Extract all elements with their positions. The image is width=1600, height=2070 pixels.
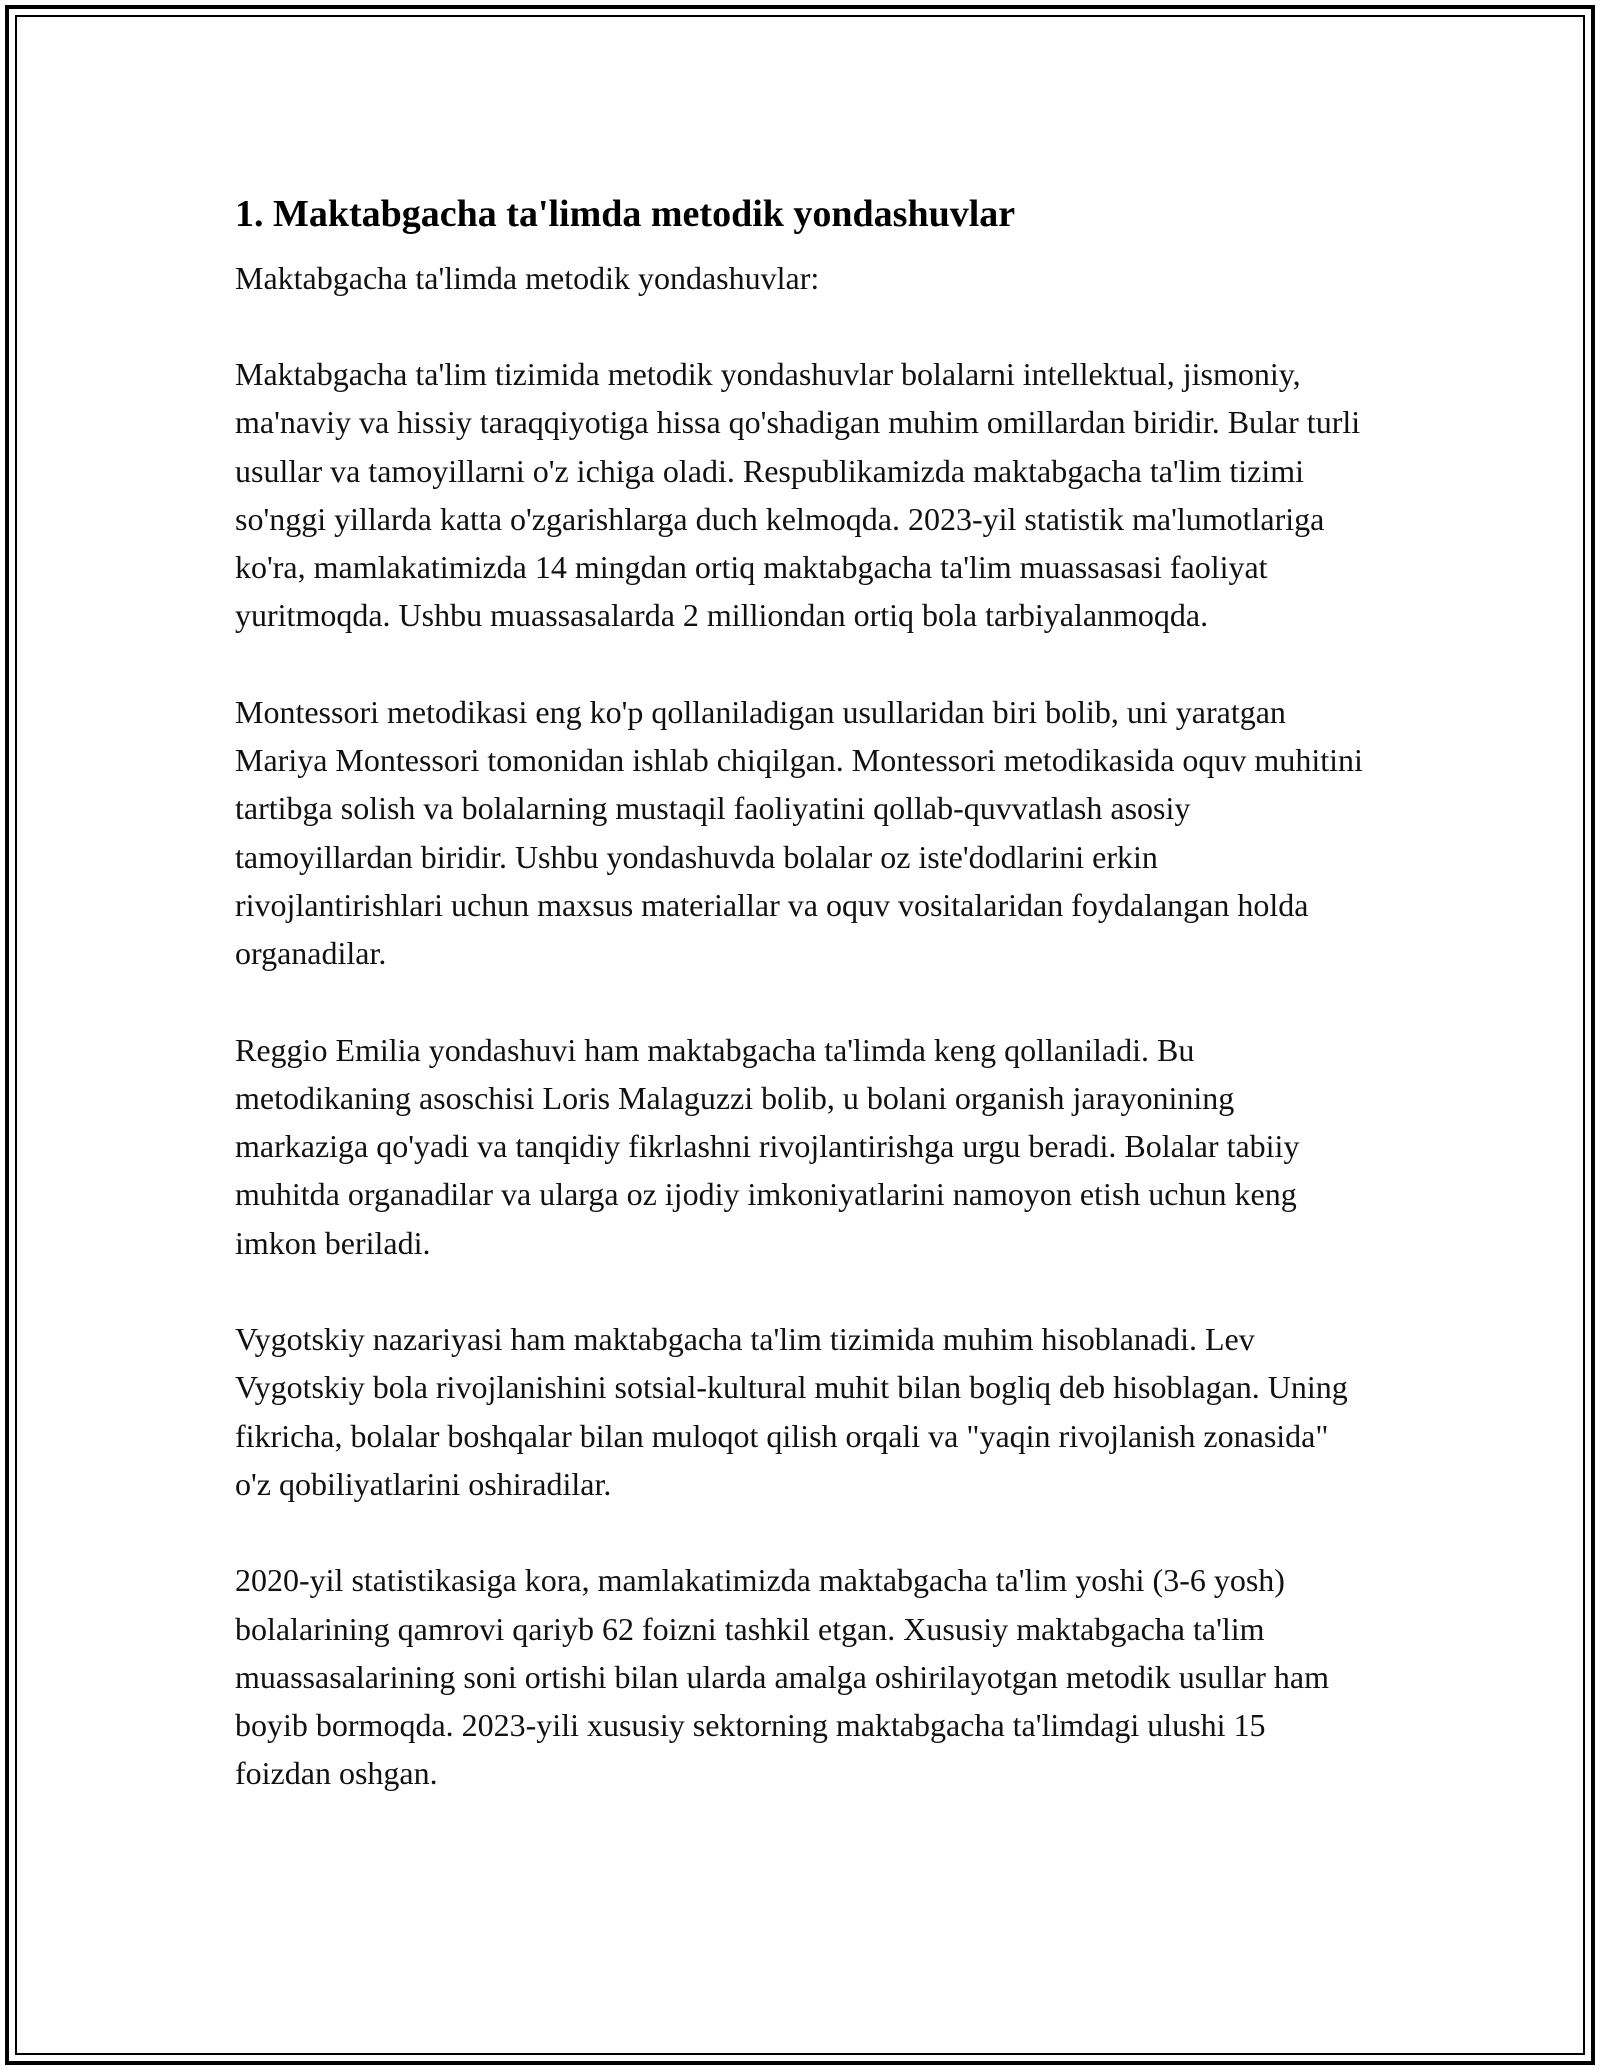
paragraph-reggio-emilia: Reggio Emilia yondashuvi ham maktabgacha ta'limda keng qollaniladi. Bu metodikaning asoschisi Loris Malaguzzi bolib, u bolani organish jarayonining markaziga qo'yadi va tanqidiy fikrlashni rivojlantirishga urgu beradi. Bolalar tabiiy muhitda organadilar va ularga oz ijodiy imkoniyatlarini namoyon etish uchun keng imkon beriladi. (235, 1031, 1300, 1261)
paragraph-overview: Maktabgacha ta'lim tizimida metodik yondashuvlar bolalarni intellektual, jismoniy, ma'naviy va hissiy taraqqiyotiga hissa qo'shadigan muhim omillardan biridir. Bular turli usullar va tamoyillarni o'z ichiga oladi. Respublikamizda maktabgacha ta'lim tizimi so'nggi yillarda katta o'zgarishlarga duch kelmoqda. 2023-yil statistik ma'lumotlariga ko'ra, mamlakatimizda 14 mingdan ortiq maktabgacha ta'lim muassasasi faoliyat yuritmoqda. Ushbu muassasalarda 2 milliondan ortiq bola tarbiyalanmoqda. (235, 356, 1361, 634)
section-heading: 1. Maktabgacha ta'limda metodik yondashuvlar (235, 193, 1016, 235)
paragraph-statistics: 2020-yil statistikasiga kora, mamlakatimizda maktabgacha ta'lim yoshi (3-6 yosh) bolalarining qamrovi qariyb 62 foizni tashkil etgan. Xususiy maktabgacha ta'lim muassasalarining soni ortishi bilan ularda amalga oshirilayotgan metodik usullar ham boyib bormoqda. 2023-yili xususiy sektorning maktabgacha ta'limdagi ulushi 15 foizdan oshgan. (235, 1562, 1329, 1792)
paragraph-montessori: Montessori metodikasi eng ko'p qollaniladigan usullaridan biri bolib, uni yaratgan Mariya Montessori tomonidan ishlab chiqilgan. Montessori metodikasida oquv muhitini tartibga solish va bolalarning mustaqil faoliyatini qollab-quvvatlash asosiy tamoyillardan biridir. Ushbu yondashuvda bolalar oz iste'dodlarini erkin rivojlantirishlari uchun maxsus materiallar va oquv vositalaridan foydalangan holda organadilar. (235, 693, 1363, 972)
paragraph-vygotsky: Vygotskiy nazariyasi ham maktabgacha ta'lim tizimida muhim hisoblanadi. Lev Vygotskiy bola rivojlanishini sotsial-kultural muhit bilan bogliq deb hisoblagan. Uning fikricha, bolalar boshqalar bilan muloqot qilish orqali va "yaqin rivojlanish zonasida" o'z qobiliyatlarini oshiradilar. (235, 1321, 1348, 1502)
intro-line: Maktabgacha ta'limda metodik yondashuvlar: (235, 260, 820, 296)
document-body (235, 186, 1365, 1798)
